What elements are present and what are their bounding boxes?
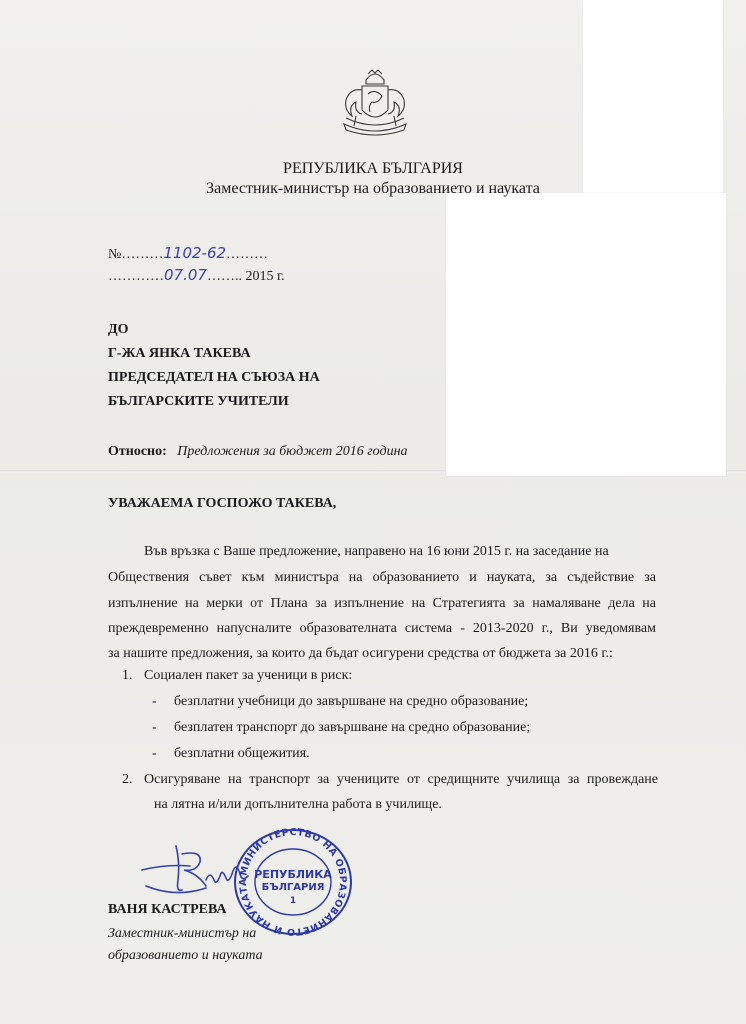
- number-dots-before: ………: [121, 247, 164, 262]
- stamp-center-number: 1: [289, 896, 297, 906]
- recipient-title-line2: БЪЛГАРСКИТЕ УЧИТЕЛИ: [108, 394, 289, 409]
- stamp-center-line2: БЪЛГАРИЯ: [261, 882, 325, 893]
- signatory-name: ВАНЯ КАСТРЕВА: [108, 902, 227, 917]
- body-line-3: изпълнение на мерки от Плана за изпълнение на Стратегията за намаляване дела на: [108, 596, 656, 611]
- list-item-1-number: 1.: [122, 668, 133, 683]
- stamp-ring-text: МИНИСТЕРСТВО НА ОБРАЗОВАНИЕТО И НАУКАТА: [237, 826, 349, 938]
- recipient-to: ДО: [108, 322, 129, 337]
- stamp-center-line1: РЕПУБЛИКА: [254, 868, 332, 881]
- body-line-4: преждевременно напусналите образователната система - 2013-2020 г., Ви уведомявам: [108, 621, 656, 636]
- sub-item-2-dash: -: [152, 720, 157, 735]
- recipient-name: Г-ЖА ЯНКА ТАКЕВА: [108, 346, 251, 361]
- list-item-2-number: 2.: [122, 772, 133, 787]
- subject-line: [108, 444, 408, 460]
- date-dots-after: ……..: [206, 269, 242, 284]
- list-item-1-text: Социален пакет за ученици в риск:: [144, 668, 353, 683]
- handwritten-date: 07.07: [164, 266, 207, 284]
- recipient-title-line1: ПРЕДСЕДАТЕЛ НА СЪЮЗА НА: [108, 370, 320, 385]
- reference-number-line: [108, 244, 268, 263]
- sub-item-2-text: безплатен транспорт до завършване на средно образование;: [174, 720, 531, 735]
- subject-text: Предложения за бюджет 2016 година: [177, 444, 408, 459]
- salutation: УВАЖАЕМА ГОСПОЖО ТАКЕВА,: [108, 496, 337, 511]
- body-line-2: Обществения съвет към министъра на образованието и науката, за съдействие за: [108, 570, 656, 585]
- official-stamp: [230, 826, 356, 938]
- number-dots-after: ………: [226, 247, 269, 262]
- handwritten-number: 1102-62: [163, 244, 227, 262]
- number-prefix: №: [108, 247, 122, 262]
- body-line-5: за нашите предложения, за които да бъдат осигурени средства от бюджета за 2016 г.:: [108, 646, 613, 661]
- signatory-position-line1: Заместник-министър на: [108, 926, 257, 941]
- date-year: 2015 г.: [245, 269, 285, 284]
- sub-item-3-dash: -: [152, 746, 157, 761]
- body-line-1: Във връзка с Ваше предложение, направено на 16 юни 2015 г. на заседание на: [144, 544, 609, 559]
- header-ministry: Заместник-министър на образованието и науката: [206, 180, 540, 197]
- sub-item-3-text: безплатни общежития.: [174, 746, 310, 761]
- redaction-patch-middle: [446, 193, 726, 476]
- sub-item-1-text: безплатни учебници до завършване на средно образование;: [174, 694, 529, 709]
- sub-item-1-dash: -: [152, 694, 157, 709]
- header-country: РЕПУБЛИКА БЪЛГАРИЯ: [283, 160, 463, 177]
- list-item-2-line2: на лятна и/или допълнителна работа в училище.: [154, 797, 442, 812]
- signatory-position-line2: образованието и науката: [108, 948, 263, 963]
- subject-label: Относно:: [108, 444, 167, 459]
- date-dots-before: …………: [108, 269, 164, 284]
- list-item-2-line1: Осигуряване на транспорт за учениците от средищните училища за провеждане: [144, 772, 658, 787]
- coat-of-arms-emblem: [332, 66, 418, 138]
- reference-date-line: [108, 266, 285, 285]
